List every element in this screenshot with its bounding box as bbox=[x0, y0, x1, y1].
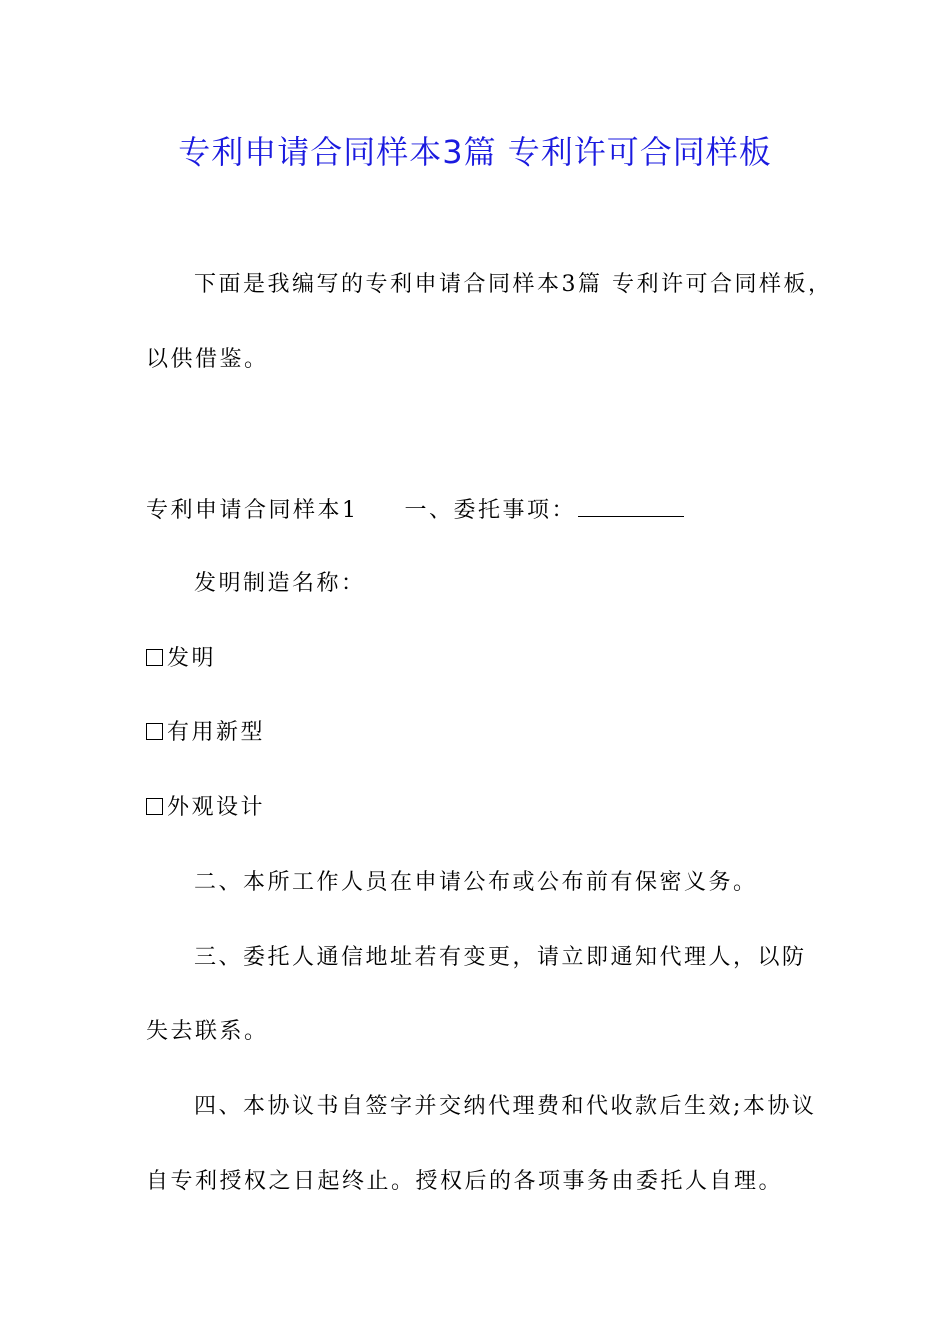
checkbox-option-utility-model bbox=[146, 718, 265, 748]
checkbox-label: 外观设计 bbox=[167, 795, 266, 820]
section-1-heading-row bbox=[146, 494, 684, 526]
clause-4-line-2: 自专利授权之日起终止。授权后的各项事务由委托人自理。 bbox=[146, 1169, 784, 1194]
intro-line-1: 下面是我编写的专利申请合同样本3篇 专利许可合同样板， bbox=[194, 272, 833, 297]
checkbox-label: 有用新型 bbox=[167, 720, 266, 745]
checkbox-icon bbox=[146, 723, 163, 740]
checkbox-icon bbox=[146, 649, 163, 666]
document-title: 专利申请合同样本3篇 专利许可合同样板 bbox=[178, 133, 772, 171]
checkbox-label: 发明 bbox=[167, 646, 217, 671]
checkbox-option-invention bbox=[146, 644, 216, 674]
item-1-blank bbox=[578, 494, 684, 517]
clause-3-line-1: 三、委托人通信地址若有变更，请立即通知代理人，以防 bbox=[194, 945, 807, 970]
clause-4-line-1: 四、本协议书自签字并交纳代理费和代收款后生效;本协议 bbox=[194, 1094, 817, 1119]
item-1-label: 一、委托事项： bbox=[404, 498, 577, 523]
checkbox-option-design bbox=[146, 793, 265, 823]
section-1-heading: 专利申请合同样本1 bbox=[146, 498, 359, 523]
checkbox-icon bbox=[146, 798, 163, 815]
intro-line-2: 以供借鉴。 bbox=[146, 347, 269, 372]
clause-2: 二、本所工作人员在申请公布或公布前有保密义务。 bbox=[194, 870, 758, 895]
invention-name-label: 发明制造名称： bbox=[194, 571, 366, 596]
clause-3-line-2: 失去联系。 bbox=[146, 1019, 269, 1044]
